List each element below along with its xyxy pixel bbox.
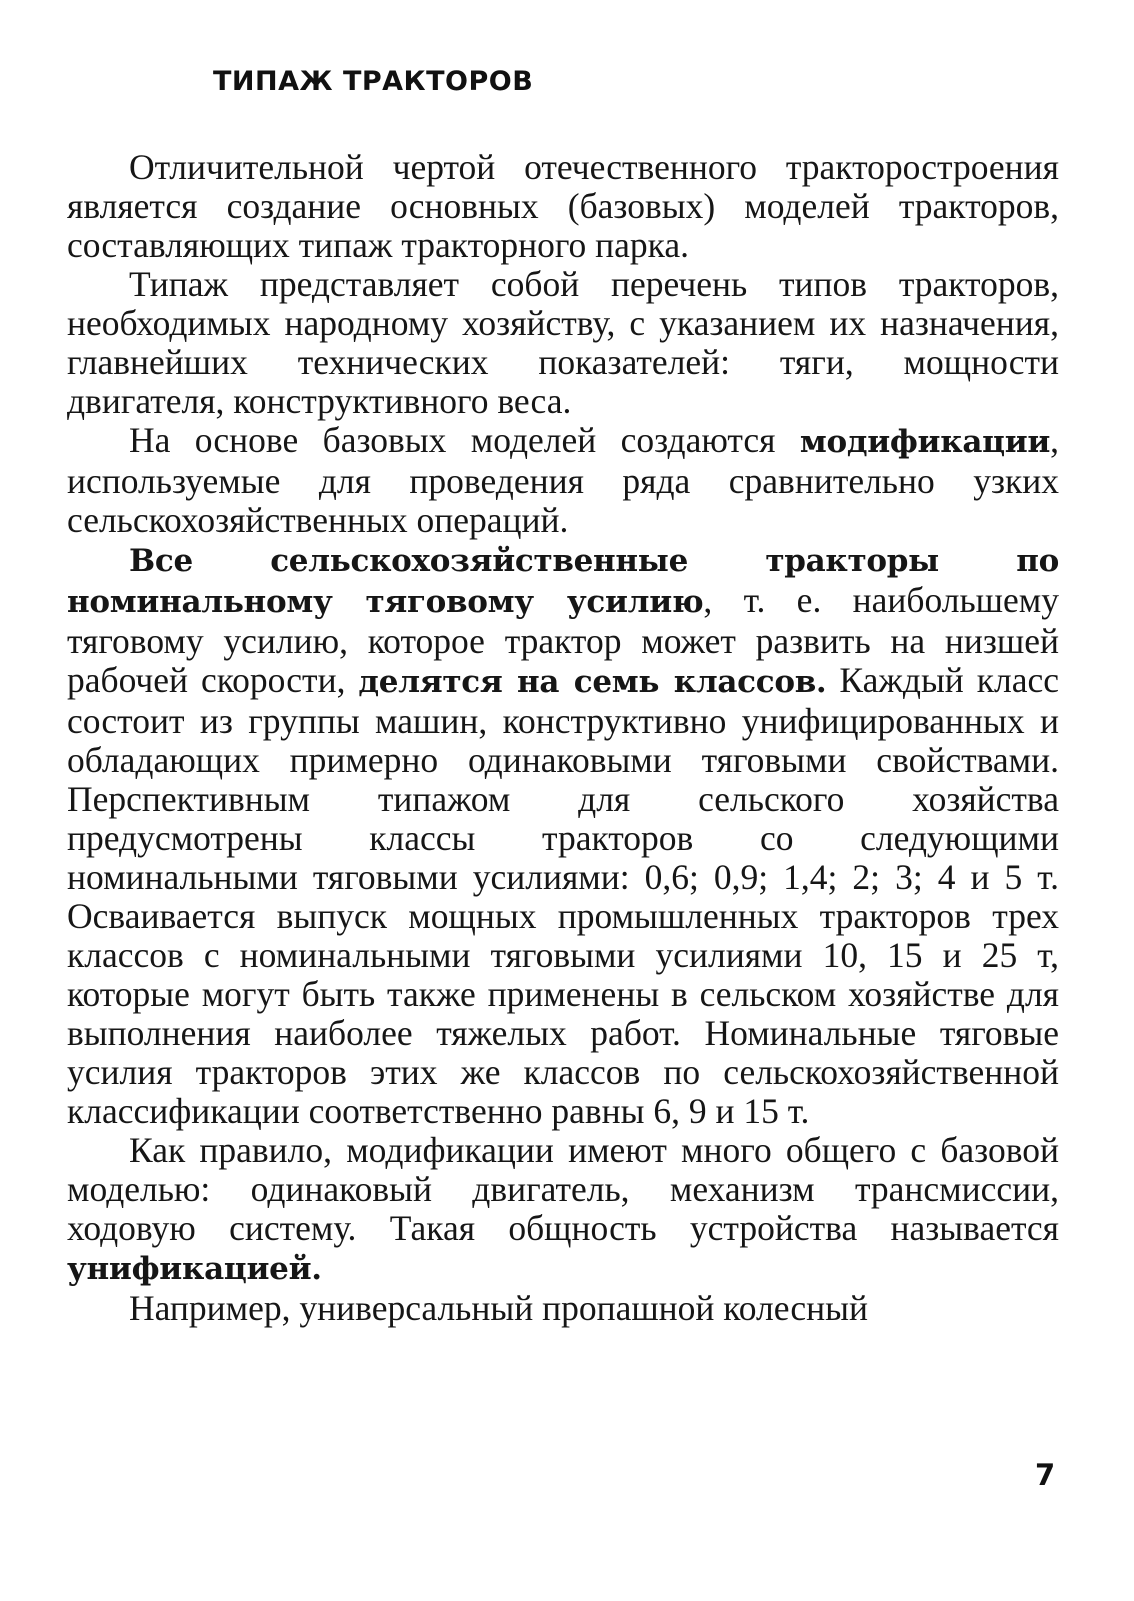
paragraph-5-text-start: Как правило, модификации имеют много общего с базовой моделью: одинаковый двигатель, механизм трансмиссии, ходовую систему. Такая общность устройства называется xyxy=(67,1130,1059,1248)
paragraph-6: Например, универсальный пропашной колесный xyxy=(129,1288,868,1328)
paragraph-5 xyxy=(67,1131,1059,1289)
paragraph-3-text-end: , используемые для проведения ряда сравнительно узких сельскохозяйственных операций. xyxy=(67,420,1059,540)
seven-classes-emphasis: делятся на семь классов. xyxy=(358,664,827,700)
paragraph-4-text-middle: , т. е. наибольшему тяговому усилию, которое трактор может развить на низшей рабочей скорости, xyxy=(67,580,1059,700)
paragraph-4-text-end: Каждый класс состоит из группы машин, конструктивно унифицированных и обладающих примерно одинаковыми тяговыми свойствами. Перспективным типажом для сельского хозяйства предусмотрены классы тракторов со следующими номинальными тяговыми усилиями: 0,6; 0,9; 1,4; 2; 3; 4 и 5 т. Осваивается выпуск мощных промышленных тракторов трех классов с номинальными тяговыми усилиями 10, 15 и 25 т, которые могут быть также применены в сельском хозяйстве для выполнения наиболее тяжелых работ. Номинальные тяговые усилия тракторов этих же классов по сельскохозяйственной классификации соответственно равны 6, 9 и 15 т. xyxy=(67,660,1060,1131)
paragraph-3-text-start: На основе базовых моделей создаются xyxy=(129,420,800,460)
paragraph-4 xyxy=(67,540,1059,1131)
page-number: 7 xyxy=(1035,1458,1056,1492)
section-heading: ТИПАЖ ТРАКТОРОВ xyxy=(213,66,534,97)
paragraph-3 xyxy=(67,421,1059,540)
term-unification: унификацией. xyxy=(67,1251,322,1287)
term-modifications: модификации xyxy=(799,424,1051,460)
paragraph-2: Типаж представляет собой перечень типов тракторов, необходимых народному хозяйству, с указанием их назначения, главнейших технических показателей: тяги, мощности двигателя, конструктивного веса. xyxy=(67,264,1059,421)
tractor-classification-emphasis: Все сельскохозяйственные тракторы по номинальному тяговому усилию xyxy=(67,543,1059,620)
paragraph-1: Отличительной чертой отечественного тракторостроения является создание основных (базовых) моделей тракторов, составляющих типаж тракторного парка. xyxy=(67,147,1059,265)
body-text xyxy=(67,148,1059,1328)
